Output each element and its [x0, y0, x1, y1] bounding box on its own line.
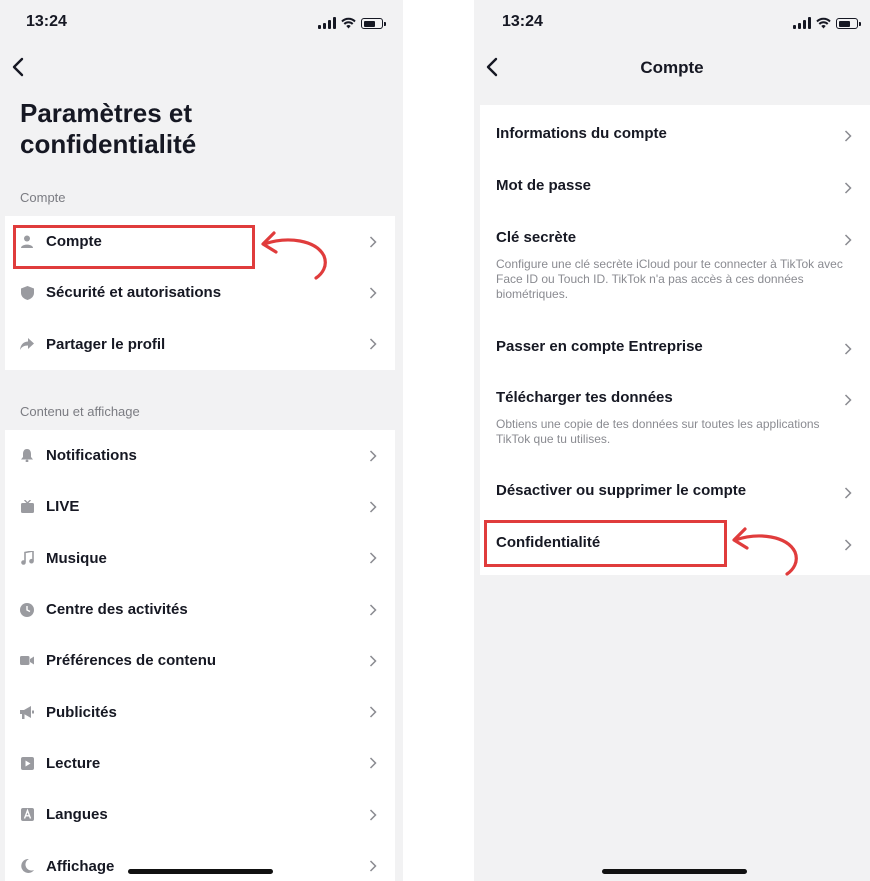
play-icon — [20, 756, 34, 770]
settings-item-langues[interactable] — [5, 789, 395, 840]
cellular-signal-icon — [793, 17, 811, 29]
item-label: Informations du compte — [496, 125, 667, 142]
section-label-content: Contenu et affichage — [20, 404, 140, 419]
chevron-right-icon — [369, 757, 377, 769]
item-label: Mot de passe — [496, 177, 592, 194]
account-item-telecharger[interactable] — [480, 389, 870, 447]
item-label: Notifications — [46, 447, 137, 465]
red-arrow-icon — [729, 522, 801, 580]
chevron-right-icon — [369, 809, 377, 821]
chevron-right-icon — [844, 130, 852, 142]
battery-icon — [361, 18, 383, 29]
share-arrow-icon — [20, 337, 34, 351]
chevron-right-icon — [844, 343, 852, 355]
chevron-right-icon — [844, 182, 852, 194]
letter-a-icon — [20, 808, 34, 822]
chevron-right-icon — [369, 287, 377, 299]
account-options-card — [480, 105, 870, 575]
cellular-signal-icon — [318, 17, 336, 29]
account-item-mot-de-passe[interactable] — [480, 177, 870, 194]
status-icons — [318, 15, 383, 29]
settings-item-affichage[interactable] — [5, 840, 395, 881]
item-label: Préférences de contenu — [46, 652, 217, 670]
status-bar — [474, 0, 870, 44]
content-settings-card — [5, 430, 395, 881]
item-label: Musique — [46, 549, 107, 567]
clock-icon — [20, 603, 34, 617]
item-description: Configure une clé secrète iCloud pour te connecter à TikTok avec Face ID ou Touch ID. TikTok n'a pas accès à ces données biométriques. — [496, 257, 843, 301]
settings-item-lecture[interactable] — [5, 738, 395, 789]
battery-icon — [836, 18, 858, 29]
account-item-desactiver[interactable] — [480, 482, 870, 499]
chevron-right-icon — [369, 604, 377, 616]
chevron-right-icon — [844, 539, 852, 551]
page-title: Paramètres et confidentialité — [20, 98, 197, 159]
status-time: 13:24 — [502, 13, 543, 30]
settings-item-partager[interactable] — [5, 319, 395, 370]
item-label: Télécharger tes données — [496, 389, 673, 406]
item-label: Langues — [46, 806, 108, 824]
wifi-icon — [816, 17, 831, 29]
shield-icon — [20, 286, 34, 300]
item-label: Centre des activités — [46, 601, 188, 619]
item-description: Obtiens une copie de tes données sur toutes les applications TikTok que tu utilises. — [496, 417, 820, 446]
status-time: 13:24 — [26, 13, 67, 30]
item-label: Sécurité et autorisations — [46, 284, 222, 302]
wifi-icon — [341, 17, 356, 29]
chevron-right-icon — [369, 860, 377, 872]
item-label: Publicités — [46, 703, 117, 721]
item-label: Clé secrète — [496, 229, 577, 246]
account-item-cle-secrete[interactable] — [480, 229, 870, 302]
video-camera-icon — [20, 654, 34, 668]
account-item-entreprise[interactable] — [480, 338, 870, 355]
chevron-right-icon — [369, 552, 377, 564]
highlight-box-confidentialite — [484, 520, 727, 567]
settings-item-securite[interactable] — [5, 267, 395, 318]
chevron-right-icon — [369, 338, 377, 350]
megaphone-icon — [20, 705, 34, 719]
account-item-informations[interactable] — [480, 125, 870, 142]
item-label: Désactiver ou supprimer le compte — [496, 482, 747, 499]
chevron-right-icon — [369, 706, 377, 718]
item-label: Passer en compte Entreprise — [496, 338, 703, 355]
item-label: LIVE — [46, 498, 80, 516]
item-label: Lecture — [46, 754, 101, 772]
tv-icon — [20, 500, 34, 514]
settings-item-activites[interactable] — [5, 584, 395, 635]
item-label: Affichage — [46, 857, 115, 875]
settings-screen — [0, 0, 403, 881]
chevron-right-icon — [369, 501, 377, 513]
bell-icon — [20, 449, 34, 463]
page-title: Compte — [640, 58, 704, 77]
home-indicator — [602, 869, 747, 874]
settings-item-preferences[interactable] — [5, 635, 395, 686]
home-indicator — [128, 869, 273, 874]
back-button[interactable] — [8, 56, 30, 78]
item-label: Partager le profil — [46, 335, 166, 353]
highlight-box-compte — [13, 225, 255, 269]
item-label: Confidentialité — [496, 534, 601, 551]
chevron-right-icon — [844, 234, 852, 246]
settings-item-live[interactable] — [5, 481, 395, 532]
chevron-right-icon — [844, 394, 852, 406]
chevron-right-icon — [844, 487, 852, 499]
status-bar — [0, 0, 403, 44]
settings-item-publicites[interactable] — [5, 686, 395, 737]
chevron-right-icon — [369, 236, 377, 248]
red-arrow-icon — [258, 226, 330, 284]
status-icons — [793, 15, 858, 29]
music-note-icon — [20, 551, 34, 565]
moon-icon — [20, 859, 34, 873]
section-label-account: Compte — [20, 190, 66, 205]
settings-item-notifications[interactable] — [5, 430, 395, 481]
chevron-right-icon — [369, 450, 377, 462]
settings-item-musique[interactable] — [5, 533, 395, 584]
chevron-right-icon — [369, 655, 377, 667]
account-screen — [474, 0, 870, 881]
item-label: Compte — [46, 233, 102, 251]
